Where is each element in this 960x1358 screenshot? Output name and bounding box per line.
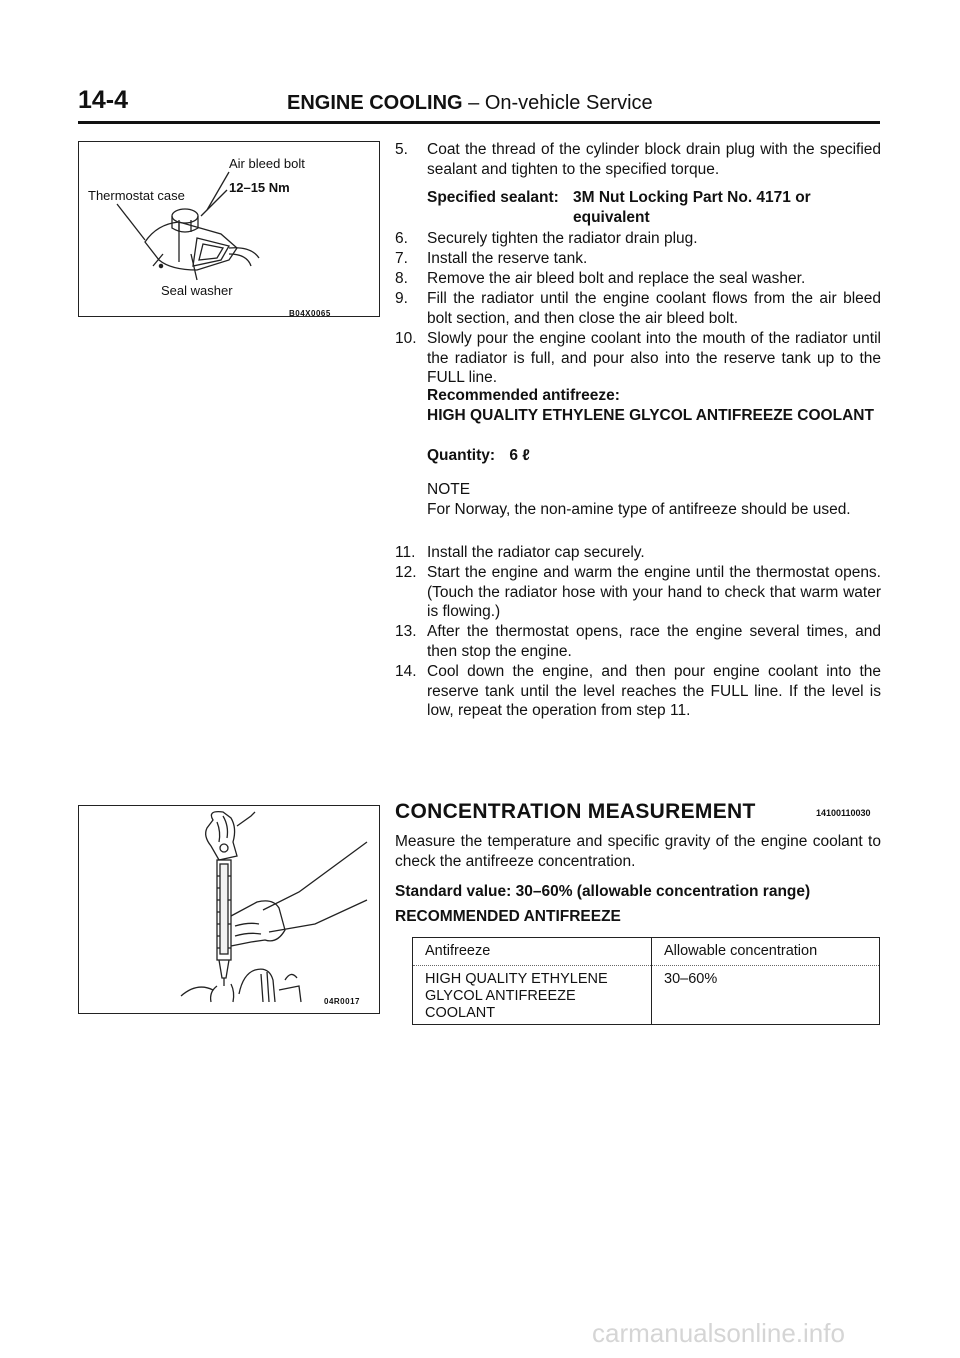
header-rule <box>78 121 880 124</box>
step-8: 8. Remove the air bleed bolt and replace the seal washer. <box>395 270 806 287</box>
label-seal-washer: Seal washer <box>161 283 233 298</box>
step-6: 6. Securely tighten the radiator drain plug. <box>395 230 698 247</box>
upper-hand <box>206 812 237 860</box>
table-header-row <box>413 938 880 966</box>
label-thermostat-case: Thermostat case <box>88 188 185 203</box>
leader-torque <box>201 190 227 216</box>
quantity-label: Quantity: <box>427 447 496 464</box>
concentration-description: Measure the temperature and specific gravity of the engine coolant to check the antifreeze concentration. <box>395 833 881 870</box>
figure-hydrometer <box>78 805 380 1014</box>
step-9: 9. Fill the radiator until the engine coolant flows from the air bleed bolt section, and then close the air bleed bolt. <box>395 290 881 327</box>
engine-part-1 <box>181 987 213 996</box>
label-torque: 12–15 Nm <box>229 180 290 195</box>
step-13: 13. After the thermostat opens, race the engine several times, and then stop the engine. <box>395 623 881 660</box>
step-14: 14. Cool down the engine, and then pour engine coolant into the reserve tank until the level reaches the FULL line. If the level is low, repeat the operation from step 11. <box>395 663 881 719</box>
concentration-body <box>395 832 881 932</box>
quantity-value: 6 ℓ <box>509 447 530 464</box>
note <box>427 480 881 519</box>
table-cell-antifreeze: HIGH QUALITY ETHYLENE GLYCOL ANTIFREEZE COOLANT <box>413 966 652 1025</box>
step-5: 5. Coat the thread of the cylinder block drain plug with the specified sealant and tighten to the specified torque. <box>395 141 881 178</box>
sealant-value-1: 3M Nut Locking Part No. 4171 or <box>573 189 811 206</box>
standard-value: Standard value: 30–60% (allowable concentration range) <box>395 883 811 900</box>
sealant-value-2: equivalent <box>573 208 650 226</box>
quantity <box>427 446 881 466</box>
antifreeze-table <box>412 937 880 1025</box>
step-12: 12. Start the engine and warm the engine until the thermostat opens. (Touch the radiator hose with your hand to check that warm water is flowing.) <box>395 564 881 620</box>
page-title <box>287 92 653 115</box>
note-label: NOTE <box>427 481 471 498</box>
label-air-bleed-bolt: Air bleed bolt <box>229 156 305 171</box>
section-title: ENGINE COOLING <box>287 92 463 114</box>
sealant-label: Specified sealant: <box>427 189 559 206</box>
figure-code: 04R0017 <box>324 997 360 1006</box>
antifreeze-label: Recommended antifreeze: <box>427 387 620 404</box>
watermark: carmanualsonline.info <box>592 1318 845 1348</box>
step-10: 10. Slowly pour the engine coolant into the mouth of the radiator until the radiator is full, and pour also into the reserve tank up to the FULL line. <box>395 330 881 386</box>
note-text: For Norway, the non-amine type of antifreeze should be used. <box>427 500 851 518</box>
engine-part-2 <box>239 969 275 1002</box>
step-7: 7. Install the reserve tank. <box>395 250 588 267</box>
procedure-column <box>395 140 881 740</box>
arm-line-1 <box>263 842 367 910</box>
leader-thermostat-case <box>117 204 145 240</box>
recommended-antifreeze <box>427 386 881 425</box>
section-code: 14100110030 <box>816 808 871 818</box>
figure-air-bleed-bolt <box>78 141 380 317</box>
section-heading: CONCENTRATION MEASUREMENT <box>395 800 756 823</box>
table-cell-concentration: 30–60% <box>652 966 880 1025</box>
page-number: 14-4 <box>78 86 129 114</box>
step-11: 11. Install the radiator cap securely. <box>395 544 645 561</box>
hydrometer-illustration <box>79 806 379 1013</box>
specified-sealant <box>427 188 881 227</box>
figure-code: B04X0065 <box>289 309 331 318</box>
table-row <box>413 966 880 1025</box>
antifreeze-value: HIGH QUALITY ETHYLENE GLYCOL ANTIFREEZE COOLANT <box>427 406 874 424</box>
table-header-concentration: Allowable concentration <box>652 938 880 966</box>
subsection-title: – On-vehicle Service <box>468 92 653 114</box>
table-header-antifreeze: Antifreeze <box>413 938 652 966</box>
table-subtitle: RECOMMENDED ANTIFREEZE <box>395 908 621 925</box>
